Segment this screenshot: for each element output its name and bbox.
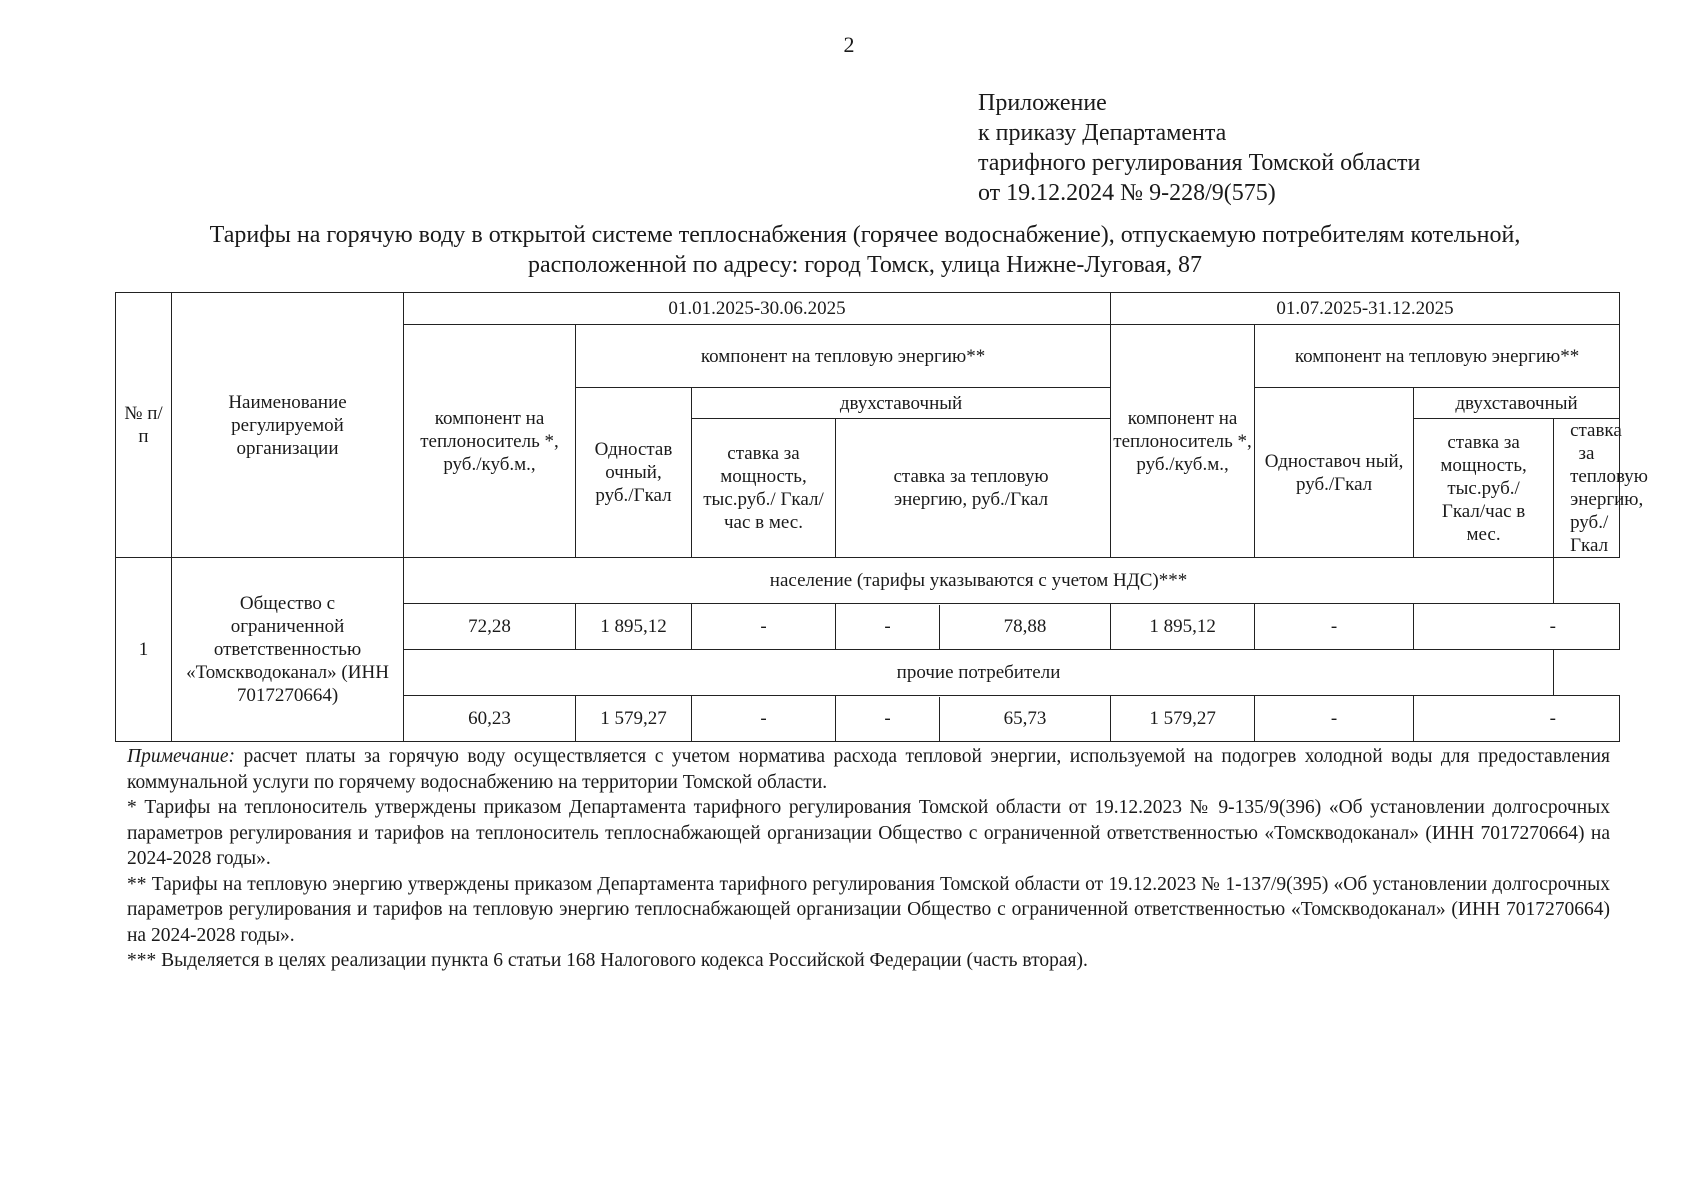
appendix-line: тарифного регулирования Томской области: [978, 150, 1421, 176]
table-cell: -: [836, 697, 940, 741]
table-cell: -: [1414, 696, 1620, 742]
tariffs-table: [115, 292, 1648, 742]
table-cell: [836, 604, 1111, 650]
single-rate-header: Одностав очный, руб./Гкал: [576, 388, 692, 558]
table-cell: [836, 696, 1111, 742]
footnote-2: ** Тарифы на тепловую энергию утверждены приказом Департамента тарифного регулирования Томской области от 19.12.2023 № 1-137/9(395) «Об установлении долгосрочных параметров регулирования и тарифов на тепловую энергию теплоснабжающей организации Общество с ограниченной ответственностью «Томскводоканал» (ИНН 7017270664) на 2024-2028 годы».: [127, 873, 1610, 946]
table-cell: 1 895,12: [576, 604, 692, 650]
table-cell: -: [692, 696, 836, 742]
note-text: расчет платы за горячую воду осуществляется с учетом норматива расхода тепловой энергии, используемой на подогрев холодной воды для предоставления коммунальной услуги по горячему водоснабжению на территории Томской области.: [127, 746, 1610, 793]
appendix-line: к приказу Департамента: [978, 120, 1227, 146]
table-cell: 1 895,12: [1111, 604, 1255, 650]
two-part-rate-header: двухставочный: [692, 388, 1111, 419]
capacity-rate-header: ставка за мощность, тыс.руб./ Гкал/час в мес.: [692, 419, 836, 558]
appendix-line: Приложение: [978, 90, 1107, 116]
capacity-rate-header: ставка за мощность, тыс.руб./ Гкал/час в мес.: [1414, 419, 1554, 558]
period-header-2: 01.07.2025-31.12.2025: [1111, 293, 1620, 325]
page-number: 2: [843, 32, 855, 57]
title-line: Тарифы на горячую воду в открытой системе теплоснабжения (горячее водоснабжение), отпускаемую потребителям котельной,: [209, 222, 1521, 248]
table-cell: -: [1414, 604, 1620, 650]
table-cell: -: [1255, 604, 1414, 650]
table-cell: 1 579,27: [576, 696, 692, 742]
table-cell: 60,23: [404, 696, 576, 742]
table-cell: -: [692, 604, 836, 650]
energy-component-header: компонент на тепловую энергию**: [576, 325, 1111, 388]
group-label: прочие потребители: [404, 650, 1554, 696]
organization-name: Общество с ограниченной ответственностью «Томскводоканал» (ИНН 7017270664): [172, 558, 404, 742]
col-header-number: № п/п: [116, 293, 172, 558]
title-line: расположенной по адресу: город Томск, улица Нижне-Луговая, 87: [527, 252, 1203, 278]
table-cell: -: [1255, 696, 1414, 742]
footnote-1: * Тарифы на теплоноситель утверждены приказом Департамента тарифного регулирования Томской области от 19.12.2023 № 9-135/9(396) «Об установлении долгосрочных параметров регулирования и тарифов на теплоноситель теплоснабжающей организации Общество с ограниченной ответственностью «Томскводоканал» (ИНН 7017270664) на 2024-2028 годы».: [127, 797, 1610, 869]
single-rate-header: Одноставоч ный, руб./Гкал: [1255, 388, 1414, 558]
energy-component-header: компонент на тепловую энергию**: [1255, 325, 1620, 388]
footnote-3: *** Выделяется в целях реализации пункта 6 статьи 168 Налогового кодекса Российской Федерации (часть вторая).: [127, 950, 1088, 971]
group-label: население (тарифы указываются с учетом НДС)***: [404, 558, 1554, 604]
energy-rate-header: ставка за тепловую энергию, руб./Гкал: [836, 419, 1111, 558]
note-label: Примечание:: [127, 746, 236, 767]
note-main: [127, 744, 1610, 795]
table-cell: 72,28: [404, 604, 576, 650]
document-title: [115, 220, 1615, 280]
period-header-1: 01.01.2025-30.06.2025: [404, 293, 1111, 325]
energy-rate-header: ставка за тепловую энергию, руб./Гкал: [1554, 419, 1620, 558]
row-number: 1: [116, 558, 172, 742]
appendix-block: [978, 88, 1420, 208]
appendix-line: от 19.12.2024 № 9-228/9(575): [978, 180, 1276, 206]
table-cell: 78,88: [1003, 616, 1047, 637]
carrier-component-header: компонент на теплоноситель *, руб./куб.м.,: [404, 325, 576, 558]
table-cell: 1 579,27: [1111, 696, 1255, 742]
table-cell: 65,73: [1003, 708, 1047, 729]
two-part-rate-header: двухставочный: [1414, 388, 1620, 419]
carrier-component-header: компонент на теплоноситель *, руб./куб.м.,: [1111, 325, 1255, 558]
notes-block: [127, 744, 1610, 974]
col-header-organization: Наименование регулируемой организации: [172, 293, 404, 558]
table-cell: -: [836, 605, 940, 649]
